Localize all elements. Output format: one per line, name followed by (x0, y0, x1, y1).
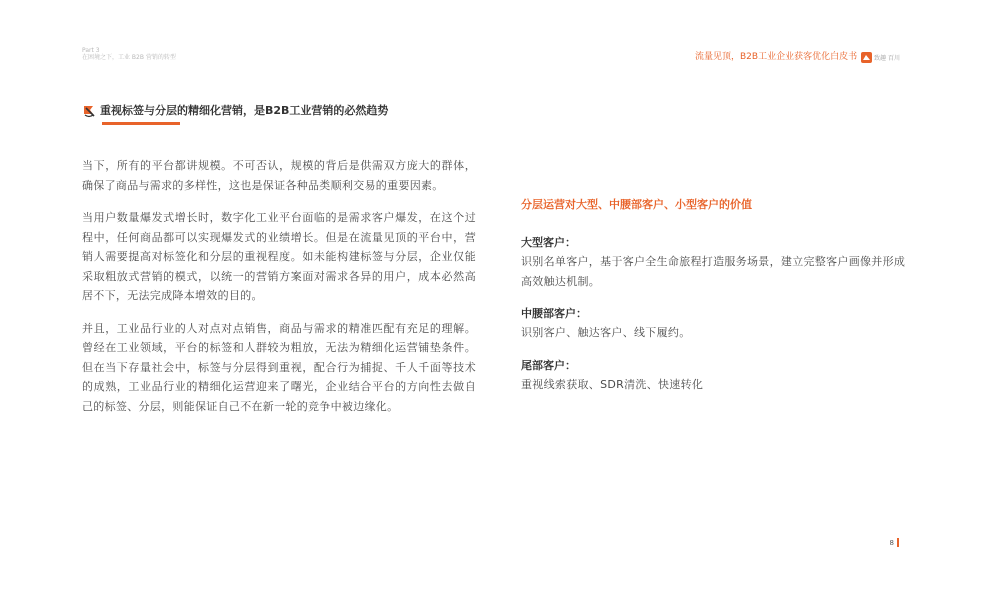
tier-label: 尾部客户： (521, 358, 576, 372)
customer-tier-mid (521, 305, 911, 343)
page-number-bar (897, 538, 899, 547)
customer-tier-large (521, 234, 911, 291)
heading-underline (102, 122, 180, 125)
document-title: 流量见顶，B2B工业企业获客优化白皮书 (695, 52, 858, 62)
right-section-title: 分层运营对大型、中腰部客户、小型客户的价值 (521, 198, 752, 211)
tier-label: 中腰部客户： (521, 307, 587, 320)
paragraph: 当下，所有的平台都讲规模。不可否认，规模的背后是供需双方庞大的群体，确保了商品与需求的多样性，这也是保证各种品类顺利交易的重要因素。 (82, 159, 476, 192)
tier-label: 大型客户： (521, 236, 576, 249)
left-column (82, 156, 476, 429)
right-column (521, 196, 911, 408)
customer-tier-tail (521, 357, 911, 395)
document-header (695, 52, 900, 63)
brand-logo-text: 致趣 百川 (874, 55, 900, 62)
part-label: Part 3 (82, 47, 100, 54)
paragraph: 当用户数量爆发式增长时，数字化工业平台面临的是需求客户爆发，在这个过程中，任何商品都可以实现爆发式的业绩增长。但是在流量见顶的平台中，营销人需要提高对标签化和分层的重视程度。如未能构建标签与分层，企业仅能采取粗放式营销的模式，以统一的营销方案面对需求各异的用户，成本必然高居不下，无法完成降本增效的目的。 (82, 211, 476, 302)
paragraph: 并且，工业品行业的人对点对点销售，商品与需求的精准匹配有充足的理解。曾经在工业领域，平台的标签和人群较为粗放，无法为精细化运营铺垫条件。但在当下存量社会中，标签与分层得到重视，配合行为捕捉、千人千面等技术的成熟，工业品行业的精细化运营迎来了曙光，企业结合平台的方向性去做自己的标签、分层，则能保证自己不在新一轮的竞争中被边缘化。 (82, 321, 476, 413)
page-number-text: 8 (889, 538, 894, 547)
flag-icon (82, 104, 96, 119)
page-number (890, 538, 899, 547)
brand-logo (861, 52, 900, 63)
section-heading-text: 重视标签与分层的精细化营销，是B2B工业营销的必然趋势 (100, 104, 389, 117)
tier-text: 重视线索获取、SDR清洗、快速转化 (521, 377, 704, 391)
part-subtitle: 在困境之下，工业 B2B 营销的转型 (82, 54, 176, 61)
section-heading (82, 103, 388, 119)
tier-text: 识别客户、触达客户、线下履约。 (521, 326, 691, 339)
tier-text: 识别名单客户，基于客户全生命旅程打造服务场景，建立完整客户画像并形成高效触达机制。 (521, 255, 906, 288)
part-info (82, 47, 176, 62)
brand-logo-icon (861, 52, 872, 63)
